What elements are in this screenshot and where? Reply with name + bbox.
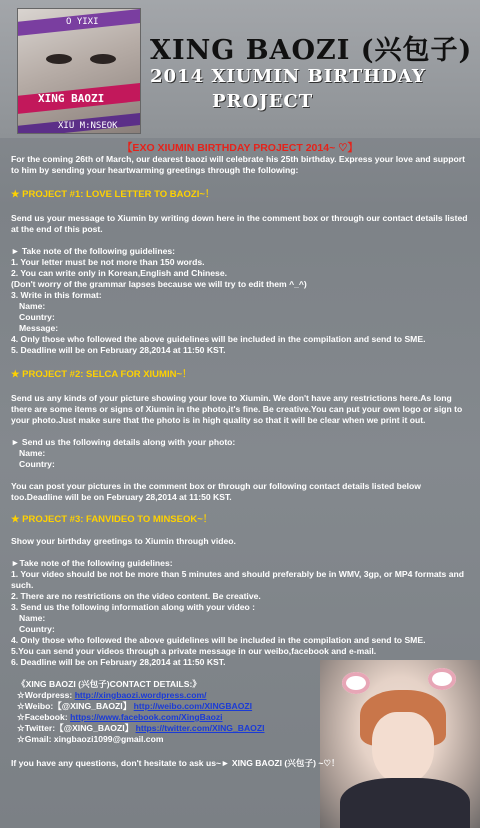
format-field: Country: (19, 312, 55, 322)
project1-guideline: 5. Deadline will be on February 28,2014 at 11:50 KST. (11, 345, 226, 355)
contact-weibo (11, 701, 469, 712)
facebook-label: ☆Facebook: (17, 712, 71, 722)
weibo-link[interactable]: http://weibo.com/XINGBAOZI (133, 701, 253, 711)
project3-guideline: 1. Your video should be not be more than 5 minutes and should preferably be in WMV, 3gp, or MP4 formats and such. (11, 569, 464, 590)
xiumin-photo (17, 8, 141, 134)
project1-guideline: 2. You can write only in Korean,English and Chinese. (11, 268, 228, 278)
project1-guideline: (Don't worry of the grammar lapses because we will try to edit them ^_^) (11, 279, 307, 289)
closing-text: If you have any questions, don't hesitate to ask us~► XING BAOZI (兴包子) ~♡！ (11, 758, 340, 768)
header-banner (0, 0, 480, 138)
format-field: Message: (19, 323, 59, 333)
intro-text: For the coming 26th of March, our dearest baozi will celebrate his 25th birthday. Express your love and support to him by sending your heartwarming greetings through the following: (11, 154, 465, 175)
contact-wordpress (11, 690, 469, 701)
project1-guideline: 1. Your letter must be not more than 150 words. (11, 257, 205, 267)
page-subtitle-line1: 2014 XIUMIN BIRTHDAY (150, 66, 426, 87)
wordpress-label: ☆Wordpress: (17, 690, 75, 700)
project3-guideline: 6. Deadline will be on February 28,2014 at 11:50 KST. (11, 657, 226, 667)
project1-guideline: 3. Write in this format: (11, 290, 102, 300)
twitter-link[interactable]: https://twitter.com/XING_BAOZI (135, 723, 265, 733)
project1-guideline: 4. Only those who followed the above guidelines will be included in the compilation and send to SME. (11, 334, 426, 344)
format-field: Country: (19, 624, 55, 634)
project1-guide-head: ► Take note of the following guidelines: (11, 246, 175, 256)
project3-guideline: 2. There are no restrictions on the video content. Be creative. (11, 591, 261, 601)
format-field: Name: (19, 613, 46, 623)
format-field: Name: (19, 448, 46, 458)
format-field: Country: (19, 459, 55, 469)
project3-guideline: 4. Only those who followed the above guidelines will be included in the compilation and send to SME. (11, 635, 426, 645)
weibo-label: ☆Weibo:【@XING_BAOZI】 (17, 701, 134, 711)
project3-guide-head: ►Take note of the following guidelines: (11, 558, 173, 568)
project2-title: ★ PROJECT #2: SELCA FOR XIUMIN~！ (11, 369, 192, 380)
photo-label-top: O YIXI (66, 17, 99, 27)
twitter-label: ☆Twitter:【@XING_BAOZI】 (17, 723, 136, 733)
page-subtitle-line2: PROJECT (212, 91, 314, 112)
contact-twitter (11, 723, 469, 734)
contact-facebook (11, 712, 469, 723)
project3-desc: Show your birthday greetings to Xiumin through video. (11, 536, 236, 546)
project2-desc: Send us any kinds of your picture showing your love to Xiumin. We don't have any restrictions here.As long there are some items or signs of Xiumin in the photo,it's fine. Be creative.You can put your own logo or sign to your photo.Just make sure that the photo is in high quality so that it will be clear when we print it out. (11, 393, 463, 425)
project-headline: 【EXO XIUMIN BIRTHDAY PROJECT 2014~ ♡】 (121, 142, 359, 154)
contact-gmail: ☆Gmail: xingbaozi1099@gmail.com (17, 734, 164, 744)
contact-title: 《XING BAOZI (兴包子)CONTACT DETAILS:》 (17, 679, 201, 689)
wordpress-link[interactable]: http://xingbaozi.wordpress.com/ (74, 690, 207, 700)
project1-title: ★ PROJECT #1: LOVE LETTER TO BAOZI~！ (11, 189, 215, 200)
project1-desc: Send us your message to Xiumin by writing down here in the comment box or through our contact details listed at the end of this post. (11, 213, 468, 234)
project3-title: ★ PROJECT #3: FANVIDEO TO MINSEOK~！ (11, 514, 213, 525)
project3-guideline: 5.You can send your videos through a private message in our weibo,facebook and e-mail. (11, 646, 377, 656)
page-title: XING BAOZI (兴包子) (150, 35, 473, 66)
facebook-link[interactable]: https://www.facebook.com/XingBaozi (70, 712, 223, 722)
photo-label-bottom: XIU M:NSEOK (58, 121, 118, 131)
project2-post-info: You can post your pictures in the comment box or through our following contact details listed below too.Deadline will be on February 28,2014 at 11:50 KST. (11, 481, 421, 502)
photo-label-middle: XING BAOZI (38, 92, 105, 105)
post-body (11, 143, 469, 769)
format-field: Name: (19, 301, 46, 311)
project3-guideline: 3. Send us the following information along with your video : (11, 602, 255, 612)
project2-send-head: ► Send us the following details along with your photo: (11, 437, 236, 447)
